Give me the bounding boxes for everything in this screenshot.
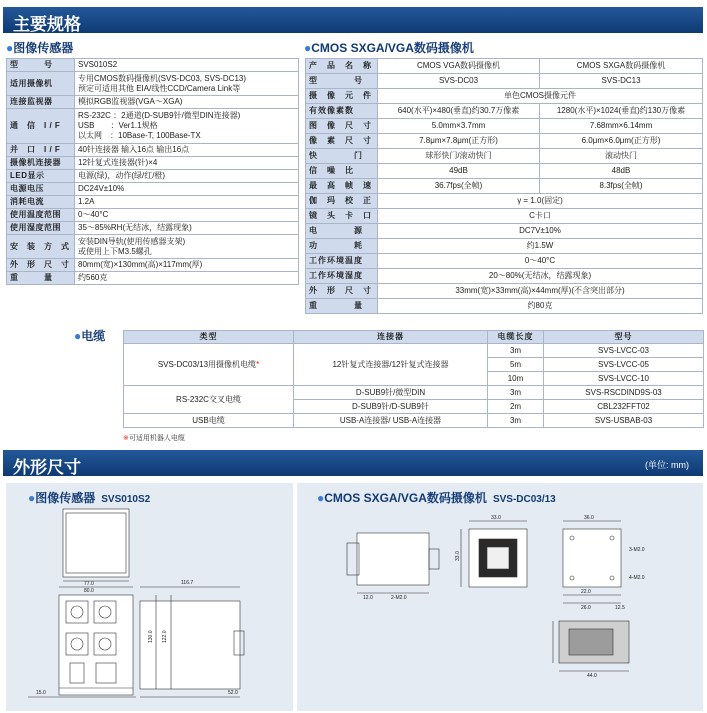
spec-value-line: 或使用上下M3.5螺孔 xyxy=(78,246,152,256)
spec-value: 球形快门/滚动快门 xyxy=(378,149,540,164)
cable-footnote: ※可适用机器人电缆 xyxy=(123,435,185,442)
spec-key: 快 门 xyxy=(306,149,378,164)
spec-value xyxy=(75,259,299,272)
spec-row xyxy=(306,119,703,134)
spec-row xyxy=(7,235,299,259)
spec-value-line: DC24V±10% xyxy=(78,184,125,193)
sensor-drawing-panel xyxy=(6,483,293,711)
spec-key: 外 形 尺 寸 xyxy=(7,259,75,272)
spec-key: 重 量 xyxy=(7,272,75,285)
spec-key: 功 耗 xyxy=(306,239,378,254)
spec-row xyxy=(306,74,703,89)
spec-row xyxy=(306,254,703,269)
cable-connector-cell: 12针复式连接器/12针复式连接器 xyxy=(294,344,488,386)
spec-value-line: RS-232C ：2通道(D-SUB9针/微型DIN连接器) xyxy=(78,111,241,120)
dim-label: 33.0 xyxy=(455,551,461,561)
spec-key: 重 量 xyxy=(306,299,378,314)
cable-type-cell: USB电缆 xyxy=(124,414,294,428)
bullet-icon: ● xyxy=(28,491,36,505)
camera-dimension-drawing xyxy=(297,483,703,711)
spec-value: 8.3fps(全帧) xyxy=(540,179,703,194)
spec-value-line: USB ：Ver1.1规格 xyxy=(78,121,158,130)
dimensions-unit: (单位: mm) xyxy=(645,460,689,470)
spec-row xyxy=(306,179,703,194)
spec-key: 最 高 帧 速 xyxy=(306,179,378,194)
spec-value xyxy=(75,109,299,144)
spec-value: 33mm(宽)×33mm(高)×44mm(厚)(不含突出部分) xyxy=(378,284,703,299)
dim-label: 36.0 xyxy=(584,515,594,521)
spec-row xyxy=(306,59,703,74)
spec-key: 并 口 I / F xyxy=(7,144,75,157)
spec-value: DC7V±10% xyxy=(378,224,703,239)
spec-value: 单色CMOS摄像元件 xyxy=(378,89,703,104)
spec-row xyxy=(306,89,703,104)
spec-row xyxy=(7,209,299,222)
cable-length-cell: 3m xyxy=(488,344,544,358)
spec-key: 电 源 xyxy=(306,224,378,239)
spec-value-line: 1.2A xyxy=(78,197,95,206)
spec-key: 镜 头 卡 口 xyxy=(306,209,378,224)
cable-model-cell: SVS-LVCC-10 xyxy=(544,372,704,386)
spec-value: 36.7fps(全帧) xyxy=(378,179,540,194)
spec-key: 有效像素数 xyxy=(306,104,378,119)
dim-label: 116.7 xyxy=(181,580,194,586)
spec-row xyxy=(306,149,703,164)
spec-key: 摄像机连接器 xyxy=(7,157,75,170)
cable-length-cell: 5m xyxy=(488,358,544,372)
cable-connector-cell: D-SUB9针/微型DIN xyxy=(294,386,488,400)
cable-heading: ●电缆 xyxy=(74,329,106,343)
dimensions-title-bar xyxy=(3,450,703,476)
cable-header-type: 类型 xyxy=(124,331,294,344)
spec-value: 20～80%(无结冰，结露现象) xyxy=(378,269,703,284)
spec-key: 型 号 xyxy=(7,59,75,72)
spec-row xyxy=(7,59,299,72)
camera-drawing-heading: ●CMOS SXGA/VGA数码摄像机 SVS-DC03/13 xyxy=(317,491,556,505)
spec-value-line: 模拟RGB监视器(VGA～XGA) xyxy=(78,97,183,106)
spec-value-line: 约560克 xyxy=(78,273,108,282)
camera-spec-table xyxy=(305,58,703,314)
dim-label: 22.0 xyxy=(581,589,591,595)
spec-key: 外 形 尺 寸 xyxy=(306,284,378,299)
spec-value xyxy=(75,196,299,209)
spec-key: LED显示 xyxy=(7,170,75,183)
spec-value: C卡口 xyxy=(378,209,703,224)
cable-length-cell: 3m xyxy=(488,386,544,400)
spec-value-line: 0～40°C xyxy=(78,210,109,219)
spec-row xyxy=(306,104,703,119)
dim-label: 130.0 xyxy=(148,630,154,643)
spec-key: 安 装 方 式 xyxy=(7,235,75,259)
spec-row xyxy=(306,239,703,254)
spec-key: 型 号 xyxy=(306,74,378,89)
spec-value xyxy=(75,157,299,170)
spec-row xyxy=(7,157,299,170)
spec-value: 640(水平)×480(垂直)约30.7万像素 xyxy=(378,104,540,119)
spec-row xyxy=(306,269,703,284)
cable-connector-cell: USB-A连接器/ USB-A连接器 xyxy=(294,414,488,428)
cable-table xyxy=(123,330,704,428)
sensor-dimension-drawing xyxy=(6,483,293,711)
right-spec-heading: ●CMOS SXGA/VGA数码摄像机 xyxy=(304,41,474,55)
spec-key: 伽 玛 校 正 xyxy=(306,194,378,209)
cable-model-cell: SVS-LVCC-05 xyxy=(544,358,704,372)
spec-value-line: 专用CMOS数码摄像机(SVS-DC03, SVS-DC13) xyxy=(78,73,247,83)
spec-key: 消耗电流 xyxy=(7,196,75,209)
spec-value xyxy=(75,144,299,157)
cable-model-cell: SVS-USBAB-03 xyxy=(544,414,704,428)
spec-key: 工作环境温度 xyxy=(306,254,378,269)
cable-connector-cell: D-SUB9针/D-SUB9针 xyxy=(294,400,488,414)
spec-value-line: 电源(绿)，动作(绿/红/橙) xyxy=(78,171,166,180)
spec-value: 0～40°C xyxy=(378,254,703,269)
spec-value xyxy=(75,272,299,285)
spec-row xyxy=(306,224,703,239)
spec-row xyxy=(7,109,299,144)
spec-value xyxy=(75,222,299,235)
spec-key: 像 素 尺 寸 xyxy=(306,134,378,149)
cable-length-cell: 2m xyxy=(488,400,544,414)
dim-label: 4-M2.0 xyxy=(629,575,645,581)
spec-value: 7.68mm×6.14mm xyxy=(540,119,703,134)
cable-model-cell: SVS-LVCC-03 xyxy=(544,344,704,358)
spec-value: 1280(水平)×1024(垂直)约130万像素 xyxy=(540,104,703,119)
spec-value xyxy=(75,96,299,109)
bullet-icon: ● xyxy=(304,41,312,55)
spec-value: 49dB xyxy=(378,164,540,179)
spec-value-line: 35～85%RH(无结冰，结露现象) xyxy=(78,223,192,232)
spec-key: 摄 像 元 件 xyxy=(306,89,378,104)
dim-label: 122.0 xyxy=(162,630,168,643)
dim-label: 3-M2.0 xyxy=(629,547,645,553)
spec-value: 约1.5W xyxy=(378,239,703,254)
cable-length-cell: 10m xyxy=(488,372,544,386)
bullet-icon: ● xyxy=(6,41,14,55)
spec-row xyxy=(7,96,299,109)
spec-value xyxy=(75,170,299,183)
spec-value-line: 以太网 ：10Base-T, 100Base-TX xyxy=(78,131,201,140)
dim-label: 12.5 xyxy=(615,605,625,611)
spec-value: 约80克 xyxy=(378,299,703,314)
spec-key: 使用温度范围 xyxy=(7,209,75,222)
spec-key: 电源电压 xyxy=(7,183,75,196)
spec-key: 适用摄像机 xyxy=(7,72,75,96)
cable-type-cell: RS-232C交叉电缆 xyxy=(124,386,294,414)
page-title: 主要规格 xyxy=(13,15,81,34)
spec-key: 使用湿度范围 xyxy=(7,222,75,235)
spec-value: γ = 1.0(固定) xyxy=(378,194,703,209)
spec-row xyxy=(306,299,703,314)
spec-row xyxy=(7,144,299,157)
image-sensor-spec-table xyxy=(6,58,299,285)
spec-row xyxy=(7,183,299,196)
spec-row xyxy=(306,209,703,224)
dim-label: 52.0 xyxy=(228,690,238,696)
cable-model-cell: CBL232FFT02 xyxy=(544,400,704,414)
dim-label: 77.0 xyxy=(84,581,94,587)
spec-key: 图 像 尺 寸 xyxy=(306,119,378,134)
cable-header-model: 型号 xyxy=(544,331,704,344)
dim-label: 44.0 xyxy=(587,673,597,679)
camera-drawing-panel xyxy=(297,483,703,711)
spec-value-line: 预定可适用其他 EIA/线性CCD/Camera Link等 xyxy=(78,83,241,93)
spec-key: 信 噪 比 xyxy=(306,164,378,179)
bullet-icon: ● xyxy=(317,491,325,505)
spec-value: 48dB xyxy=(540,164,703,179)
spec-value-line: SVS010S2 xyxy=(78,60,118,69)
dim-label: 33.0 xyxy=(491,515,501,521)
cable-type-cell: SVS-DC03/13用摄像机电缆* xyxy=(124,344,294,386)
spec-key: 工作环境湿度 xyxy=(306,269,378,284)
sensor-drawing-heading: ●图像传感器 SVS010S2 xyxy=(28,491,151,505)
spec-value: 滚动快门 xyxy=(540,149,703,164)
spec-value xyxy=(75,72,299,96)
spec-value: SVS-DC03 xyxy=(378,74,540,89)
spec-value-line: 40针连接器 输入16点 输出16点 xyxy=(78,145,190,154)
dim-label: 80.0 xyxy=(84,588,94,594)
spec-row xyxy=(306,284,703,299)
spec-value: CMOS SXGA数码摄像机 xyxy=(540,59,703,74)
spec-key: 通 信 I / F xyxy=(7,109,75,144)
cable-header-connector: 连接器 xyxy=(294,331,488,344)
spec-value xyxy=(75,59,299,72)
spec-value-line: 12针复式连接器(针)×4 xyxy=(78,158,158,167)
dim-label: 12.0 xyxy=(363,595,373,601)
cable-model-cell: SVS-RSCDIND9S-03 xyxy=(544,386,704,400)
dimensions-title: 外形尺寸 xyxy=(13,458,81,477)
cable-header-length: 电缆长度 xyxy=(488,331,544,344)
spec-row xyxy=(7,222,299,235)
spec-row xyxy=(7,72,299,96)
spec-row xyxy=(306,164,703,179)
spec-value: 7.8μm×7.8μm(正方形) xyxy=(378,134,540,149)
spec-value: SVS-DC13 xyxy=(540,74,703,89)
bullet-icon: ● xyxy=(74,329,82,343)
spec-value-line: 80mm(宽)×130mm(高)×117mm(厚) xyxy=(78,260,203,269)
dim-label: 15.0 xyxy=(36,690,46,696)
section-title-bar xyxy=(3,7,703,33)
spec-value xyxy=(75,209,299,222)
spec-row xyxy=(7,272,299,285)
spec-value xyxy=(75,235,299,259)
spec-row xyxy=(306,194,703,209)
left-spec-heading: ●图像传感器 xyxy=(6,41,74,55)
spec-key: 连接监视器 xyxy=(7,96,75,109)
spec-row xyxy=(7,196,299,209)
dim-label: 2-M2.0 xyxy=(391,595,407,601)
spec-value: 6.0μm×6.0μm(正方形) xyxy=(540,134,703,149)
spec-row xyxy=(306,134,703,149)
robot-cable-mark: * xyxy=(256,359,260,369)
cable-length-cell: 3m xyxy=(488,414,544,428)
spec-value xyxy=(75,183,299,196)
spec-key: 产 品 名 称 xyxy=(306,59,378,74)
dim-label: 26.0 xyxy=(581,605,591,611)
spec-value: CMOS VGA数码摄像机 xyxy=(378,59,540,74)
spec-row xyxy=(7,170,299,183)
spec-value-line: 安装DIN导轨(使用传感器支架) xyxy=(78,236,186,246)
spec-row xyxy=(7,259,299,272)
spec-value: 5.0mm×3.7mm xyxy=(378,119,540,134)
